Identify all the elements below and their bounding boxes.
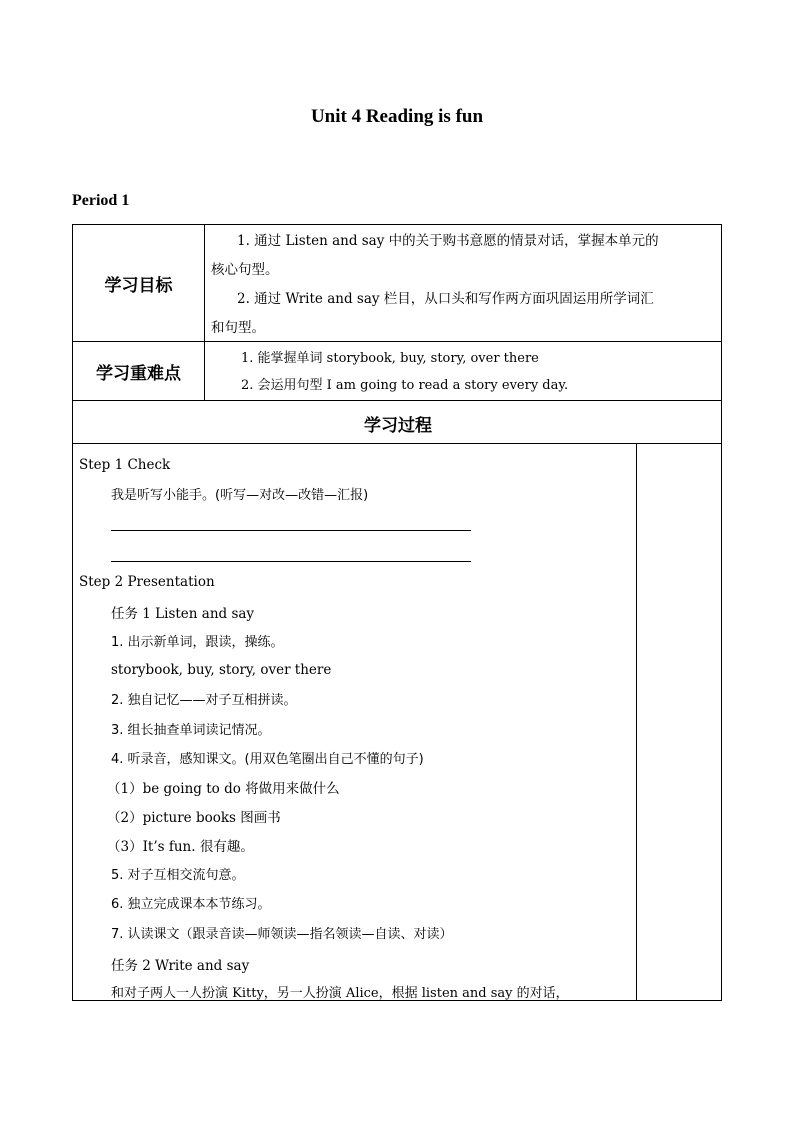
process-line: 5. 对子互相交流句意。 bbox=[111, 868, 245, 883]
process-heading: 学习过程 bbox=[364, 416, 432, 436]
process-line: 7. 认读课文（跟录音读—师领读—指名领读—自读、对读） bbox=[111, 927, 453, 942]
task-heading: 任务 2 Write and say bbox=[111, 958, 250, 974]
phrase-line: （1）be going to do 将做用来做什么 bbox=[107, 781, 340, 797]
process-heading-row bbox=[72, 400, 722, 443]
process-line: 2. 独自记忆——对子互相拼读。 bbox=[111, 693, 297, 708]
phrase-line: （2）picture books 图画书 bbox=[107, 810, 281, 826]
goal-line: 核心句型。 bbox=[211, 262, 279, 278]
goals-content bbox=[205, 227, 721, 343]
difficulty-line: 1. 能掌握单词 storybook, buy, story, over there bbox=[241, 351, 539, 366]
step-heading: Step 2 Presentation bbox=[79, 574, 215, 590]
dictation-blank-line bbox=[111, 530, 471, 531]
vocab-line: storybook, buy, story, over there bbox=[111, 662, 332, 678]
goal-line: 1. 通过 Listen and say 中的关于购书意愿的情景对话，掌握本单元的 bbox=[237, 233, 659, 249]
document-title: Unit 4 Reading is fun bbox=[310, 106, 484, 127]
step-heading: Step 1 Check bbox=[79, 457, 171, 473]
lesson-plan-table bbox=[72, 224, 722, 1001]
process-notes-cell bbox=[637, 444, 722, 1001]
goal-line: 2. 通过 Write and say 栏目，从口头和写作两方面巩固运用所学词汇 bbox=[237, 291, 654, 307]
dictation-blank-line bbox=[111, 561, 471, 562]
goal-line: 和句型。 bbox=[211, 320, 265, 336]
difficulty-content bbox=[205, 345, 721, 399]
process-line: 4. 听录音，感知课文。(用双色笔圈出自己不懂的句子) bbox=[111, 752, 424, 767]
difficulty-row bbox=[72, 341, 722, 400]
difficulty-line: 2. 会运用句型 I am going to read a story every day. bbox=[241, 378, 569, 393]
difficulty-label: 学习重难点 bbox=[73, 342, 205, 401]
process-line: 我是听写小能手。(听写—对改—改错—汇报) bbox=[111, 488, 369, 503]
goals-row bbox=[72, 224, 722, 341]
process-line: 3. 组长抽查单词读记情况。 bbox=[111, 723, 271, 738]
process-body-row bbox=[72, 443, 722, 1001]
phrase-line: （3）It’s fun. 很有趣。 bbox=[107, 839, 254, 855]
process-line: 1. 出示新单词，跟读，操练。 bbox=[111, 635, 284, 650]
process-line: 6. 独立完成课本本节练习。 bbox=[111, 897, 271, 912]
process-line: 和对子两人一人扮演 Kitty，另一人扮演 Alice，根据 listen and say 的对话， bbox=[111, 986, 569, 1001]
goals-label: 学习目标 bbox=[73, 225, 205, 342]
task-heading: 任务 1 Listen and say bbox=[111, 606, 255, 622]
period-heading: Period 1 bbox=[72, 192, 130, 209]
